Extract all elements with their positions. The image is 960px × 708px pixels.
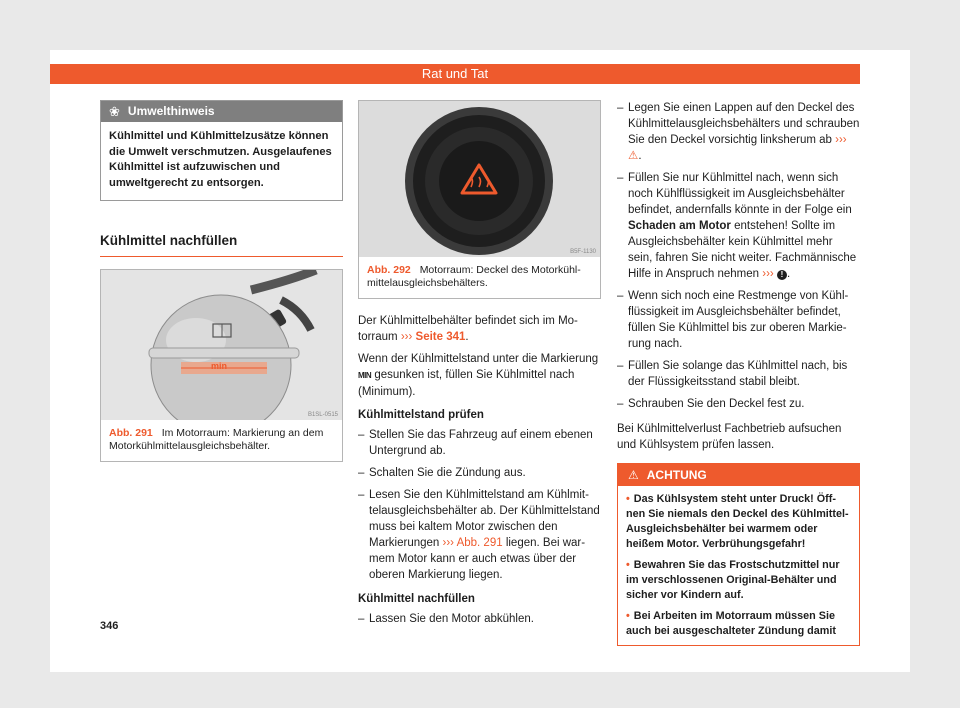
list-item-text: entstehen! Sollte im Ausgleichsbehälter kein Kühlmittel mehr sein, fahren Sie nicht weiter. Fachmännische Hilfe in Anspruch nehmen (628, 220, 857, 280)
reference-arrow: ››› (762, 268, 774, 280)
section-title: Kühlmittel nachfüllen (100, 233, 343, 257)
page-number: 346 (100, 620, 119, 632)
list-item-text-end: liegen. Bei warmem Motor kann er auch etwas über der oberen Markierung liegen. (369, 537, 586, 581)
figure-292-caption (359, 257, 600, 298)
warning-header (618, 464, 859, 486)
reference-arrow: ››› (835, 134, 847, 146)
warning-bullet-text: Das Kühlsystem steht unter Druck! Öffnen Sie niemals den Deckel des Kühlmittel-Ausgleichsbehälter bei warmem oder heißem Motor. Verbrühungsgefahr! (626, 493, 849, 550)
reference-arrow: ››› (400, 331, 413, 343)
reservoir-cap-illustration (359, 101, 600, 257)
list-item-text: Lesen Sie den Kühlmittelstand am Kühlmittelausgleichsbehälter ab. Der Kühlmittelstand muss bei kaltem Motor zwischen den Markierungen (369, 489, 600, 549)
list-item-text: Lassen Sie den Motor abkühlen. (369, 613, 534, 625)
environment-note-header (101, 101, 342, 122)
list-item: – Lesen Sie den Kühlmittelstand am Kühlmittelausgleichsbehälter ab. Der Kühlmittelstand muss bei kaltem Motor zwischen den Markierungen ››› Abb. 291 liegen. Bei warmem Motor kann er auch etwas über der oberen Markierung liegen. (358, 489, 600, 581)
list-item: – Stellen Sie das Fahrzeug auf einem ebenen Untergrund ab. (358, 429, 593, 457)
environment-note (100, 100, 343, 201)
coolant-reservoir-illustration (101, 270, 342, 420)
warning-bullet: • Bewahren Sie das Frostschutzmittel nur im verschlossenen Original-Behälter und sicher vor Kindern auf. (626, 559, 840, 601)
list-item: – Schrauben Sie den Deckel fest zu. (617, 398, 805, 410)
warning-title: ACHTUNG (646, 468, 707, 482)
figure-292-image (359, 101, 600, 257)
location-text: Der Kühlmittelbehälter befindet sich im Motorraum (358, 315, 578, 343)
flower-icon: ❀ (109, 104, 120, 119)
column-middle (358, 100, 601, 627)
list-item-text: Schalten Sie die Zündung aus. (369, 467, 526, 479)
min-text-end: gesunken ist, füllen Sie Kühlmittel nach (Minimum). (358, 369, 575, 398)
list-item: – Lassen Sie den Motor abkühlen. (358, 613, 534, 625)
figure-292-number: Abb. 292 (367, 264, 411, 276)
list-item: – Schalten Sie die Zündung aus. (358, 467, 526, 479)
figure-292-caption-text: Motorraum: Deckel des Motorkühlmittelausgleichsbehälters. (367, 264, 581, 289)
environment-note-text: Kühlmittel und Kühlmittelzusätze können die Umwelt verschmutzen. Ausgelaufenes Kühlmittel ist aufzuwischen und umweltgerecht zu entsorgen. (109, 130, 332, 189)
list-item: – Wenn sich noch eine Restmenge von Kühlflüssigkeit im Ausgleichsbehälter befindet, füllen Sie Kühlmittel bis zur oberen Markierung nach. (617, 290, 849, 350)
warning-body (618, 486, 859, 645)
figure-292 (358, 100, 601, 299)
list-item-text: Wenn sich noch eine Restmenge von Kühlflüssigkeit im Ausgleichsbehälter befindet, füllen Sie Kühlmittel bis zur oberen Markierung nach. (628, 290, 849, 350)
list-item-text: Legen Sie einen Lappen auf den Deckel des Kühlmittelausgleichsbehälters und schrauben Sie den Deckel vorsichtig linksherum ab (628, 102, 860, 146)
list-item: – Legen Sie einen Lappen auf den Deckel des Kühlmittelausgleichsbehälters und schrauben Sie den Deckel vorsichtig linksherum ab ››› ⚠. (617, 102, 860, 162)
list-item: – Füllen Sie nur Kühlmittel nach, wenn sich noch Kühlflüssigkeit im Ausgleichsbehälter befindet, andernfalls könnte in der Folge ein Schaden am Motor entstehen! Sollte im Ausgleichsbehälter kein Kühlmittel mehr sein, fahren Sie nicht weiter. Fachmännische Hilfe in Anspruch nehmen ››› ! . (617, 172, 857, 280)
figure-291-number: Abb. 291 (109, 427, 153, 439)
figure-291-image (101, 270, 342, 420)
list-item-text: Füllen Sie solange das Kühlmittel nach, bis der Flüssigkeitsstand stabil bleibt. (628, 360, 848, 388)
location-text-end: . (465, 331, 469, 343)
subsection-check-title: Kühlmittelstand prüfen (358, 409, 484, 421)
column-right (617, 100, 860, 646)
environment-note-title: Umwelthinweis (127, 104, 215, 118)
warning-triangle-icon[interactable]: ⚠ (628, 150, 639, 162)
warning-bullet: • Das Kühlsystem steht unter Druck! Öffnen Sie niemals den Deckel des Kühlmittel-Ausgleichsbehälter bei warmem oder heißem Motor. Verbrühungsgefahr! (626, 493, 849, 550)
location-paragraph (358, 313, 601, 345)
warning-icon: ⚠ (628, 468, 639, 482)
min-text-start: Wenn der Kühlmittelstand unter die Markierung (358, 353, 599, 365)
info-circle-icon[interactable]: ! (777, 270, 787, 280)
emphasis-text: Schaden am Motor (628, 220, 731, 232)
list-item-text: Stellen Sie das Fahrzeug auf einem ebenen Untergrund ab. (369, 429, 593, 457)
warning-bullet-text: Bewahren Sie das Frostschutzmittel nur im verschlossenen Original-Behälter und sicher vor Kindern auf. (626, 559, 840, 601)
warning-bullet-text: Bei Arbeiten im Motorraum müssen Sie auch bei ausgeschalteter Zündung damit (626, 610, 836, 637)
figure-291-caption-text: Im Motorraum: Markierung an dem Motorkühlmittelausgleichsbehälter. (109, 427, 324, 452)
min-paragraph (358, 351, 601, 400)
figure-291 (100, 269, 343, 462)
min-symbol: MIN (358, 371, 372, 380)
warning-bullet: • Bei Arbeiten im Motorraum müssen Sie auch bei ausgeschalteter Zündung damit (626, 610, 836, 637)
list-item-text-end: . (638, 150, 642, 162)
chapter-header: Rat und Tat (50, 64, 860, 84)
figure-291-code: B1SL-0515 (307, 412, 338, 418)
page-reference-link[interactable]: Seite 341 (412, 331, 466, 343)
min-marking-label: min (211, 361, 228, 371)
reference-arrow: ››› (442, 537, 455, 549)
figure-291-caption (101, 420, 342, 461)
subsection-refill-title: Kühlmittel nachfüllen (358, 593, 475, 605)
figure-reference-link[interactable]: Abb. 291 (454, 537, 503, 549)
list-item-text: Schrauben Sie den Deckel fest zu. (628, 398, 805, 410)
figure-292-code: B5F-1130 (570, 249, 596, 255)
list-item-text: Füllen Sie nur Kühlmittel nach, wenn sich noch Kühlflüssigkeit im Ausgleichsbehälter befindet, andernfalls könnte in der Folge ein (628, 172, 852, 216)
list-item: – Füllen Sie solange das Kühlmittel nach, bis der Flüssigkeitsstand stabil bleibt. (617, 360, 848, 388)
column-left (100, 100, 343, 462)
coolant-loss-paragraph: Bei Kühlmittelverlust Fachbetrieb aufsuchen und Kühlsystem prüfen lassen. (617, 423, 842, 451)
warning-box (617, 463, 860, 646)
list-item-text-end: . (786, 268, 791, 280)
